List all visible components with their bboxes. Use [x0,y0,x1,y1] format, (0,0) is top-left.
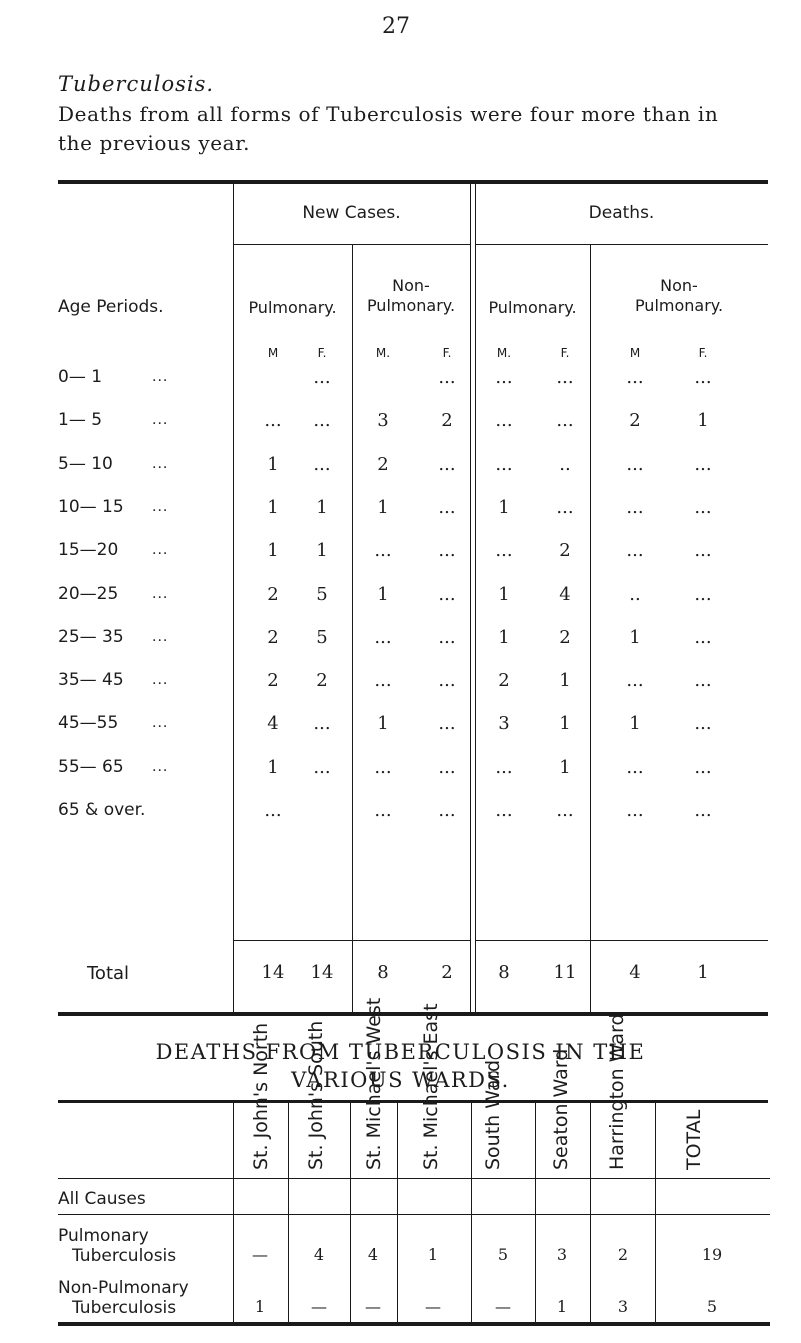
new-pulmonary-header: Pulmonary. [248,298,337,317]
sex-header: F. [698,346,708,360]
deaths-pulmonary-header: Pulmonary. [488,298,577,317]
ward-header: St. John's South [305,1020,327,1170]
age-cell: ... [556,410,574,431]
ward-header: South Ward [482,1059,504,1170]
age-cell: ... [374,670,392,691]
ward-cell: 19 [701,1245,723,1264]
age-cell: ... [556,367,574,388]
age-cell: ... [313,713,331,734]
age-cell: ... [313,367,331,388]
age-cell: 2 [559,627,571,648]
age-period-label: 10— 15 [58,497,124,517]
age-cell: ... [438,800,456,821]
age-cell: ... [438,540,456,561]
age-period-label: 0— 1 [58,367,103,387]
ward-cell: — [252,1245,268,1264]
age-cell: ... [694,367,712,388]
ward-cell: 3 [617,1297,629,1316]
new-cases-header: New Cases. [302,203,401,223]
age-period-label: 55— 65 [58,757,124,777]
deaths-non-pulmonary-header: Non- Pulmonary. [634,276,724,315]
age-cell: ... [313,454,331,475]
ward-header: St. Michael's East [420,1003,442,1170]
age-cell: ... [694,757,712,778]
age-cell: ... [694,584,712,605]
age-cell: ... [374,540,392,561]
age-period-label: 20—25 [58,584,119,604]
age-cell: 2 [498,670,510,691]
age-cell: 2 [267,670,279,691]
ward-cell: 2 [617,1245,629,1264]
ward-cell: — [311,1297,327,1316]
total-cell: 14 [261,962,285,983]
ward-cell: 4 [367,1245,379,1264]
ward-cell: 1 [254,1297,266,1316]
total-cell: 11 [553,962,577,983]
ward-header: Seaton Ward [550,1048,572,1170]
age-cell: ... [626,497,644,518]
ward-header: TOTAL [683,1109,705,1170]
age-cell: ... [694,800,712,821]
age-cell: 1 [316,540,328,561]
age-cell: ... [374,627,392,648]
deaths-header: Deaths. [588,203,655,223]
age-cell: ... [626,670,644,691]
sex-header: M [629,346,641,360]
age-cell: 1 [629,627,641,648]
ward-cell: — [365,1297,381,1316]
age-cell: 4 [267,713,279,734]
age-period-label: 15—20 [58,540,119,560]
row-label: Tuberculosis [72,1298,177,1318]
age-cell: 3 [377,410,389,431]
table1-divider [470,184,471,1012]
table2-top-rule [58,1100,768,1103]
age-cell: 1 [377,497,389,518]
table2-divider [590,1103,591,1322]
total-rule [233,940,470,941]
age-period-label: 1— 5 [58,410,103,430]
age-cell: ... [438,454,456,475]
age-cell: 2 [441,410,453,431]
age-cell: ... [438,670,456,691]
age-cell: 2 [629,410,641,431]
age-cell: ... [694,497,712,518]
age-period-label: 35— 45 [58,670,124,690]
leader-dots: ... [152,586,169,602]
sex-header: F. [442,346,452,360]
wards-table-subtitle: VARIOUS WARDS. [291,1068,510,1092]
age-cell: ... [556,800,574,821]
total-cell: 8 [498,962,510,983]
age-cell: 5 [316,584,328,605]
total-rule [475,940,768,941]
total-cell: 14 [310,962,334,983]
ward-header: Harrington Ward [606,1013,628,1170]
age-cell: ... [626,540,644,561]
table2-bottom-rule [58,1322,770,1326]
table1-divider [590,244,591,1012]
age-cell: 4 [559,584,571,605]
age-cell: ... [438,367,456,388]
ward-cell: 4 [313,1245,325,1264]
ward-cell: — [495,1297,511,1316]
section-title: Tuberculosis. [58,72,215,96]
age-periods-header: Age Periods. [58,297,164,317]
table2-divider [233,1103,234,1322]
age-cell: 1 [267,757,279,778]
age-cell: 1 [498,627,510,648]
age-period-label: 45—55 [58,713,119,733]
table1-divider [352,244,353,1012]
leader-dots: ... [152,672,169,688]
age-period-label: 65 & over. [58,800,146,820]
age-cell: 3 [498,713,510,734]
table2-divider [535,1103,536,1322]
age-cell: 1 [267,454,279,475]
age-cell: ... [495,540,513,561]
table2-divider [288,1103,289,1322]
table2-rule [58,1214,770,1215]
leader-dots: ... [152,369,169,385]
age-cell: ... [495,410,513,431]
ward-cell: 3 [556,1245,568,1264]
ward-cell: — [425,1297,441,1316]
age-cell: ... [694,454,712,475]
table2-header-rule [58,1178,770,1179]
age-cell: ... [374,757,392,778]
age-cell: 2 [267,584,279,605]
age-cell: ... [438,757,456,778]
age-cell: ... [438,713,456,734]
age-cell: ... [495,454,513,475]
age-cell: ... [626,454,644,475]
age-cell: ... [264,410,282,431]
age-cell: .. [629,584,641,605]
leader-dots: ... [152,759,169,775]
wards-table-title: DEATHS FROM TUBERCULOSIS IN THE [155,1040,646,1064]
new-non-pulmonary-header: Non- Pulmonary. [366,276,456,315]
age-cell: ... [694,713,712,734]
table1-rule [233,244,470,245]
ward-cell: 1 [556,1297,568,1316]
total-cell: 4 [629,962,641,983]
age-cell: ... [626,757,644,778]
age-cell: 1 [559,757,571,778]
leader-dots: ... [152,456,169,472]
age-cell: 1 [316,497,328,518]
age-cell: ... [313,410,331,431]
leader-dots: ... [152,629,169,645]
age-cell: ... [495,800,513,821]
age-cell: ... [264,800,282,821]
sex-header: M. [496,346,512,360]
age-cell: 5 [316,627,328,648]
age-cell: ... [626,800,644,821]
row-label: Non-Pulmonary [58,1278,189,1298]
age-cell: 1 [697,410,709,431]
age-cell: ... [438,627,456,648]
sex-header: M. [375,346,391,360]
intro-paragraph: Deaths from all forms of Tuberculosis were four more than in the previous year. [58,102,719,155]
total-cell: 2 [441,962,453,983]
age-cell: ... [313,757,331,778]
page-number: 27 [382,14,410,39]
table1-rule [475,244,768,245]
age-cell: ... [495,367,513,388]
table2-divider [655,1103,656,1322]
leader-dots: ... [152,499,169,515]
table2-divider [397,1103,398,1322]
age-cell: 1 [559,713,571,734]
total-label: Total [87,963,130,984]
age-cell: ... [495,757,513,778]
age-cell: 1 [267,497,279,518]
age-cell: ... [374,800,392,821]
age-cell: ... [694,540,712,561]
age-cell: 1 [629,713,641,734]
sex-header: F. [560,346,570,360]
sex-header: F. [317,346,327,360]
table1-bottom-rule [58,1012,768,1016]
ward-cell: 5 [706,1297,718,1316]
age-cell: 1 [377,713,389,734]
age-cell: ... [438,584,456,605]
ward-cell: 5 [497,1245,509,1264]
ward-cell: 1 [427,1245,439,1264]
age-cell: 1 [267,540,279,561]
age-cell: 1 [377,584,389,605]
age-period-label: 25— 35 [58,627,124,647]
age-cell: ... [626,367,644,388]
total-cell: 1 [697,962,709,983]
age-cell: 2 [316,670,328,691]
table2-divider [350,1103,351,1322]
age-cell: 2 [267,627,279,648]
age-cell: ... [694,627,712,648]
age-cell: 1 [559,670,571,691]
total-cell: 8 [377,962,389,983]
ward-header: St. Michael's West [363,997,385,1170]
age-cell: ... [438,497,456,518]
row-label: Tuberculosis [72,1246,177,1266]
age-period-label: 5— 10 [58,454,113,474]
age-cell: 2 [377,454,389,475]
sex-header: M [267,346,279,360]
all-causes-label: All Causes [58,1189,146,1209]
leader-dots: ... [152,542,169,558]
age-cell: 2 [559,540,571,561]
leader-dots: ... [152,715,169,731]
age-cell: 1 [498,497,510,518]
age-cell: ... [556,497,574,518]
table2-divider [471,1103,472,1322]
age-cell: ... [694,670,712,691]
ward-header: St. John's North [250,1022,272,1170]
age-cell: .. [559,454,571,475]
table1-top-rule [58,180,768,184]
row-label: Pulmonary [58,1226,149,1246]
age-cell: 1 [498,584,510,605]
leader-dots: ... [152,412,169,428]
